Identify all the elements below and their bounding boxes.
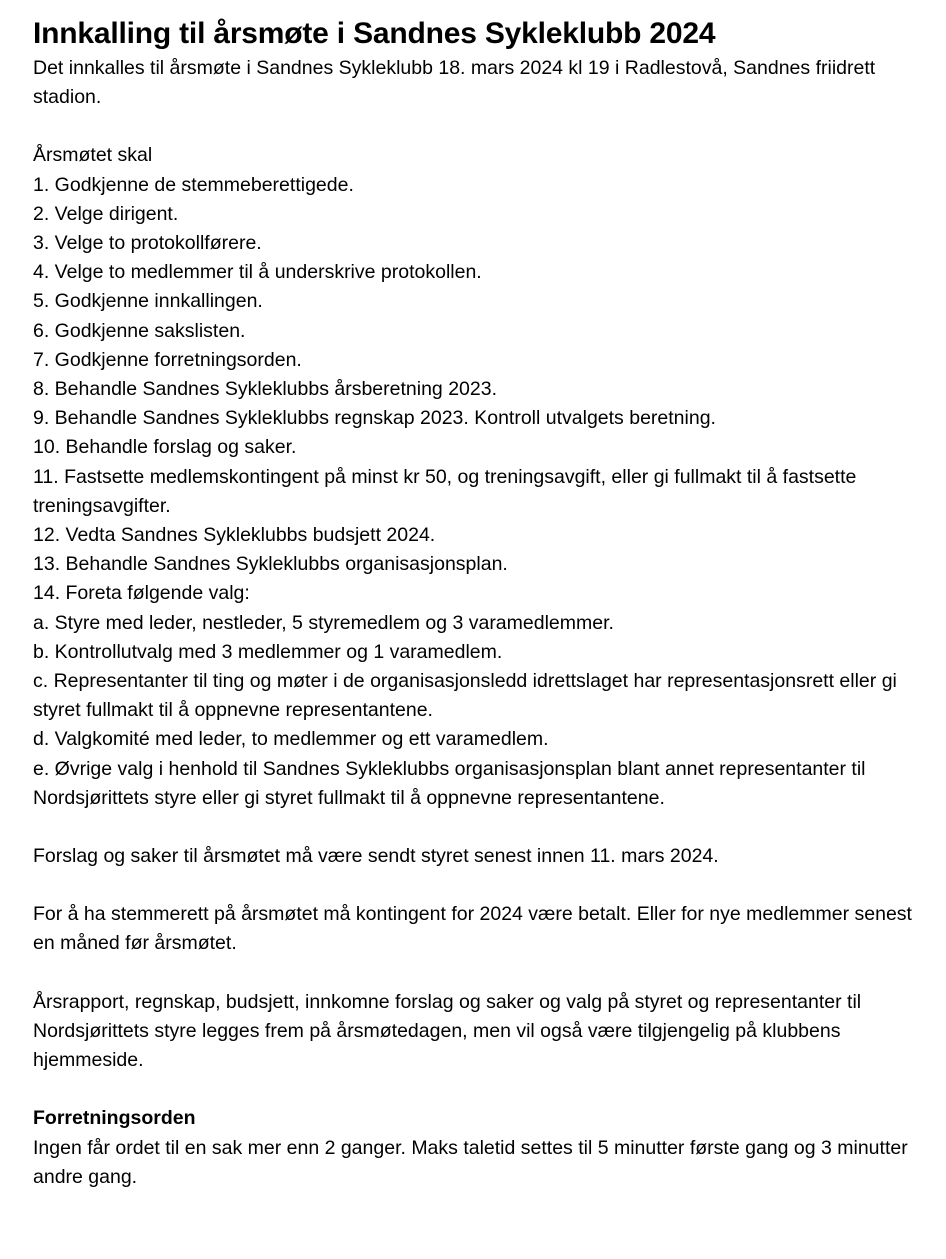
election-item: e. Øvrige valg i henhold til Sandnes Sykleklubbs organisasjonsplan blant annet representanter til Nordsjørittets styre eller gi styret fullmakt til å oppnevne representantene. <box>33 757 866 809</box>
documents-paragraph: Årsrapport, regnskap, budsjett, innkomne forslag og saker og valg på styret og representanter til Nordsjørittets styre legges frem på årsmøtedagen, men vil også være tilgjengelig på klubbens hjemmeside. <box>33 990 862 1072</box>
election-item: c. Representanter til ting og møter i de organisasjonsledd idrettslaget har representasjonsrett eller gi styret fullmakt til å oppnevne representantene. <box>33 670 897 722</box>
agenda-item: 6. Godkjenne sakslisten. <box>33 319 246 342</box>
agenda-item: 7. Godkjenne forretningsorden. <box>33 348 302 371</box>
agenda-lead: Årsmøtet skal <box>33 144 153 167</box>
agenda-item: 5. Godkjenne innkallingen. <box>33 290 263 313</box>
agenda-item: 10. Behandle forslag og saker. <box>33 436 297 459</box>
agenda-item: 12. Vedta Sandnes Sykleklubbs budsjett 2024. <box>33 524 436 547</box>
agenda-item: 4. Velge to medlemmer til å underskrive protokollen. <box>33 261 482 284</box>
rules-paragraph: Ingen får ordet til en sak mer enn 2 ganger. Maks taletid settes til 5 minutter første gang og 3 minutter andre gang. <box>33 1136 908 1188</box>
agenda-item: 14. Foreta følgende valg: <box>33 582 250 605</box>
page-title: Innkalling til årsmøte i Sandnes Sykleklubb 2024 <box>33 17 716 50</box>
intro-paragraph: Det innkalles til årsmøte i Sandnes Sykleklubb 18. mars 2024 kl 19 i Radlestovå, Sandnes friidrett stadion. <box>33 57 876 109</box>
voting-right-paragraph: For å ha stemmerett på årsmøtet må kontingent for 2024 være betalt. Eller for nye medlemmer senest en måned før årsmøtet. <box>33 903 912 955</box>
agenda-item: 2. Velge dirigent. <box>33 202 179 225</box>
rules-heading: Forretningsorden <box>33 1107 196 1130</box>
agenda-item: 1. Godkjenne de stemmeberettigede. <box>33 173 354 196</box>
agenda-item: 13. Behandle Sandnes Sykleklubbs organisasjonsplan. <box>33 553 508 576</box>
deadline-paragraph: Forslag og saker til årsmøtet må være sendt styret senest innen 11. mars 2024. <box>33 845 719 868</box>
agenda-item: 8. Behandle Sandnes Sykleklubbs årsberetning 2023. <box>33 378 497 401</box>
agenda-item: 3. Velge to protokollførere. <box>33 232 262 255</box>
election-item: a. Styre med leder, nestleder, 5 styremedlem og 3 varamedlemmer. <box>33 611 614 634</box>
election-item: d. Valgkomité med leder, to medlemmer og ett varamedlem. <box>33 728 549 751</box>
agenda-item: 11. Fastsette medlemskontingent på minst kr 50, og treningsavgift, eller gi fullmakt til å fastsette treningsavgifter. <box>33 465 857 517</box>
agenda-list <box>33 171 920 813</box>
agenda-item: 9. Behandle Sandnes Sykleklubbs regnskap 2023. Kontroll utvalgets beretning. <box>33 407 716 430</box>
election-item: b. Kontrollutvalg med 3 medlemmer og 1 varamedlem. <box>33 640 503 663</box>
